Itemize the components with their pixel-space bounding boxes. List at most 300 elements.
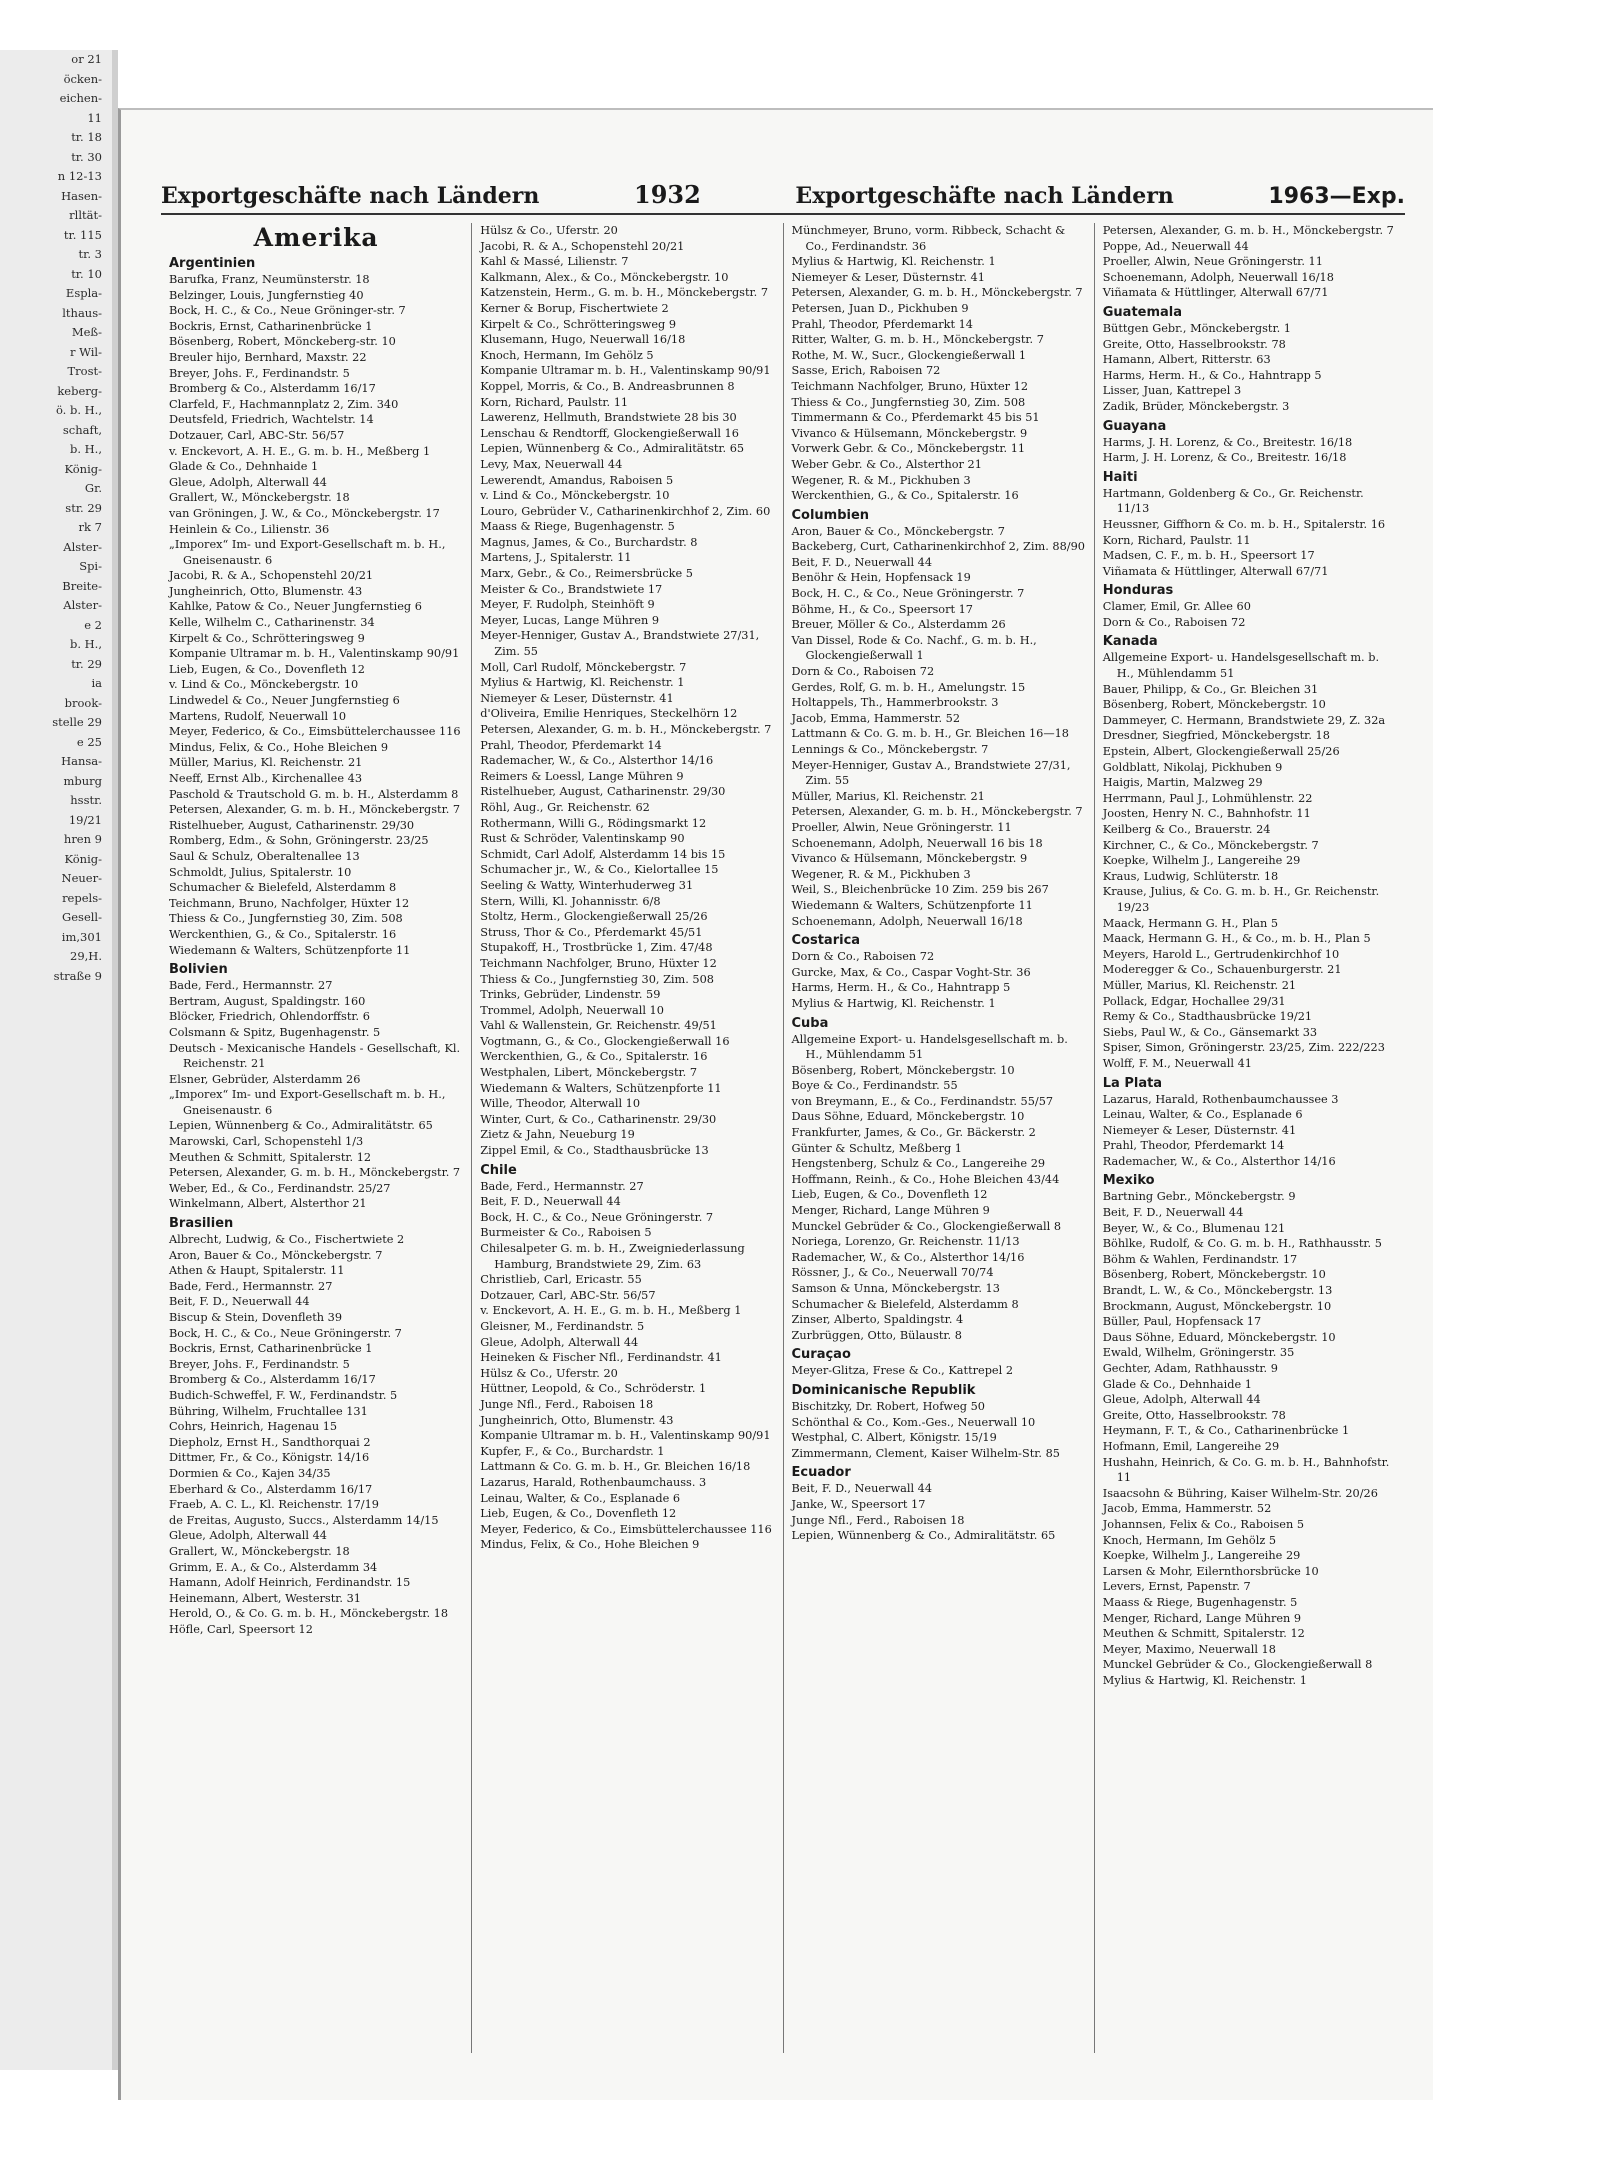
directory-entry: van Gröningen, J. W., & Co., Mönckebergstr. 17 xyxy=(169,506,440,520)
directory-entry: Janke, W., Speersort 17 xyxy=(791,1497,926,1511)
directory-entry: Lazarus, Harald, Rothenbaumchauss. 3 xyxy=(480,1475,707,1489)
gutter-text-fragment: Alster- xyxy=(63,539,102,554)
gutter-text-fragment: ö. b. H., xyxy=(55,403,102,417)
directory-entry: Maass & Riege, Bugenhagenstr. 5 xyxy=(480,520,675,534)
directory-entry: Zadik, Brüder, Mönckebergstr. 3 xyxy=(1102,399,1290,413)
directory-entry: Schumacher & Bielefeld, Alsterdamm 8 xyxy=(791,1297,1019,1311)
directory-entry: Thiess & Co., Jungfernstieg 30, Zim. 508 xyxy=(791,395,1026,409)
directory-entry: de Freitas, Augusto, Succs., Alsterdamm 14/15 xyxy=(169,1513,439,1527)
gutter-text-fragment: öcken- xyxy=(63,71,102,86)
directory-entry: Viñamata & Hüttlinger, Alterwall 67/71 xyxy=(1102,286,1329,300)
directory-entry: Spiser, Simon, Gröningerstr. 23/25, Zim. 222/223 xyxy=(1102,1041,1385,1055)
section-heading-curacao: Curaçao xyxy=(791,1347,851,1363)
header-left-title: Exportgeschäfte nach Ländern xyxy=(161,183,540,209)
directory-entry: Diepholz, Ernst H., Sandthorquai 2 xyxy=(169,1435,371,1449)
directory-entry: d'Oliveira, Emilie Henriques, Steckelhörn 12 xyxy=(480,707,738,721)
entry-list-ecuador-cont xyxy=(1103,223,1397,301)
directory-entry: Dorn & Co., Raboisen 72 xyxy=(791,665,935,679)
directory-entry: Maass & Riege, Bugenhagenstr. 5 xyxy=(1102,1595,1298,1609)
directory-entry: Burmeister & Co., Raboisen 5 xyxy=(480,1226,652,1240)
directory-entry: Klusemann, Hugo, Neuerwall 16/18 xyxy=(480,333,686,347)
directory-entry: Petersen, Alexander, G. m. b. H., Mönckebergstr. 7 xyxy=(169,1166,461,1180)
directory-entry: Blöcker, Friedrich, Ohlendorffstr. 6 xyxy=(169,1010,370,1024)
directory-entry: Petersen, Alexander, G. m. b. H., Mönckebergstr. 7 xyxy=(480,723,772,736)
directory-entry: „Imporex“ Im- und Export-Gesellschaft m. b. H., Gneisenaustr. 6 xyxy=(169,1088,446,1117)
directory-entry: Paschold & Trautschold G. m. b. H., Alsterdamm 8 xyxy=(169,787,459,801)
gutter-text-fragment: Trost- xyxy=(67,364,102,378)
directory-entry: Levers, Ernst, Papenstr. 7 xyxy=(1102,1580,1251,1594)
directory-entry: Boye & Co., Ferdinandstr. 55 xyxy=(791,1079,958,1093)
directory-entry: Epstein, Albert, Glockengießerwall 25/26 xyxy=(1102,745,1340,759)
directory-entry: Weber, Ed., & Co., Ferdinandstr. 25/27 xyxy=(169,1181,391,1195)
gutter-text-fragment: straße 9 xyxy=(53,968,102,983)
directory-entry: Mylius & Hartwig, Kl. Reichenstr. 1 xyxy=(480,676,685,690)
directory-entry: Aron, Bauer & Co., Mönckebergstr. 7 xyxy=(169,1248,383,1262)
directory-entry: Seeling & Watty, Winterhuderweg 31 xyxy=(480,878,694,892)
directory-entry: Meyer, Maximo, Neuerwall 18 xyxy=(1102,1642,1276,1656)
directory-entry: Bockris, Ernst, Catharinenbrücke 1 xyxy=(169,1342,373,1356)
directory-entry: Meyer, F. Rudolph, Steinhöft 9 xyxy=(480,598,655,612)
directory-entry: Meister & Co., Brandstwiete 17 xyxy=(480,582,663,596)
directory-entry: Fraeb, A. C. L., Kl. Reichenstr. 17/19 xyxy=(169,1498,379,1512)
directory-entry: Meyer-Henniger, Gustav A., Brandstwiete 27/31, Zim. 55 xyxy=(480,629,760,659)
directory-entry: Heymann, F. T., & Co., Catharinenbrücke 1 xyxy=(1102,1424,1350,1438)
directory-entry: Büttgen Gebr., Mönckebergstr. 1 xyxy=(1102,321,1291,335)
directory-entry: Mylius & Hartwig, Kl. Reichenstr. 1 xyxy=(791,255,996,269)
gutter-text-fragment: str. 29 xyxy=(65,500,102,515)
directory-entry: Bühring, Wilhelm, Fruchtallee 131 xyxy=(169,1404,368,1418)
gutter-text-fragment: hren 9 xyxy=(63,832,102,846)
directory-entry: Schumacher jr., W., & Co., Kielortallee 15 xyxy=(480,863,719,877)
directory-entry: Kompanie Ultramar m. b. H., Valentinskamp 90/91 xyxy=(480,1429,771,1443)
column-2 xyxy=(472,223,783,2053)
section-heading-mexiko: Mexiko xyxy=(1102,1173,1155,1189)
directory-entry: Gleue, Adolph, Alterwall 44 xyxy=(169,1529,327,1543)
directory-entry: Reimers & Loessl, Lange Mühren 9 xyxy=(480,769,684,783)
directory-entry: Petersen, Juan D., Pickhuben 9 xyxy=(791,301,969,315)
directory-entry: Moderegger & Co., Schauenburgerstr. 21 xyxy=(1102,963,1342,977)
gutter-text-fragment: rlltät- xyxy=(69,208,102,222)
directory-entry: Samson & Unna, Mönckebergstr. 13 xyxy=(791,1282,1000,1295)
directory-entry: Dotzauer, Carl, ABC-Str. 56/57 xyxy=(480,1288,656,1302)
directory-entry: Lawerenz, Hellmuth, Brandstwiete 28 bis 30 xyxy=(480,411,737,425)
directory-entry: Wiedemann & Walters, Schützenpforte 11 xyxy=(480,1081,722,1095)
directory-entry: Krause, Julius, & Co. G. m. b. H., Gr. Reichenstr. 19/23 xyxy=(1102,885,1380,914)
gutter-text-fragment: 19/21 xyxy=(68,812,102,827)
section-heading-chile: Chile xyxy=(480,1162,517,1178)
directory-entry: Dittmer, Fr., & Co., Königstr. 14/16 xyxy=(169,1451,370,1465)
directory-entry: Herold, O., & Co. G. m. b. H., Mönckebergstr. 18 xyxy=(169,1607,449,1621)
directory-entry: Daus Söhne, Eduard, Mönckebergstr. 10 xyxy=(791,1110,1025,1124)
directory-entry: v. Lind & Co., Mönckebergstr. 10 xyxy=(480,489,670,503)
directory-entry: Noriega, Lorenzo, Gr. Reichenstr. 11/13 xyxy=(791,1235,1020,1249)
directory-entry: Rust & Schröder, Valentinskamp 90 xyxy=(480,832,685,846)
entry-list-ecuador xyxy=(792,1481,1086,1543)
directory-entry: Schumacher & Bielefeld, Alsterdamm 8 xyxy=(169,881,397,895)
directory-entry: Daus Söhne, Eduard, Mönckebergstr. 10 xyxy=(1102,1330,1336,1344)
directory-entry: Günter & Schultz, Meßberg 1 xyxy=(791,1141,962,1155)
directory-entry: Meyer, Federico, & Co., Eimsbüttelerchaussee 116 xyxy=(480,1522,772,1536)
directory-entry: Dresdner, Siegfried, Mönckebergstr. 18 xyxy=(1102,729,1330,743)
directory-entry: Romberg, Edm., & Sohn, Gröningerstr. 23/25 xyxy=(169,834,429,848)
directory-entry: Vogtmann, G., & Co., Glockengießerwall 16 xyxy=(480,1034,730,1048)
section-heading-guatemala: Guatemala xyxy=(1102,304,1183,320)
directory-entry: Schmidt, Carl Adolf, Alsterdamm 14 bis 15 xyxy=(480,847,726,861)
directory-entry: Vivanco & Hülsemann, Mönckebergstr. 9 xyxy=(791,426,1028,440)
directory-entry: Gechter, Adam, Rathhausstr. 9 xyxy=(1102,1362,1278,1375)
directory-entry: Lazarus, Harald, Rothenbaumchaussee 3 xyxy=(1102,1092,1339,1106)
directory-entry: Teichmann Nachfolger, Bruno, Hüxter 12 xyxy=(480,956,717,970)
directory-entry: Struss, Thor & Co., Pferdemarkt 45/51 xyxy=(480,925,703,939)
directory-entry: Bock, H. C., & Co., Neue Gröningerstr. 7 xyxy=(791,587,1025,601)
section-heading-ecuador: Ecuador xyxy=(791,1465,851,1481)
directory-entry: Munckel Gebrüder & Co., Glockengießerwall 8 xyxy=(791,1219,1062,1233)
directory-entry: Jacobi, R. & A., Schopenstehl 20/21 xyxy=(169,569,374,583)
directory-entry: Gurcke, Max, & Co., Caspar Voght-Str. 36 xyxy=(791,965,1031,979)
entry-list-bolivien xyxy=(169,978,463,1212)
directory-entry: Trinks, Gebrüder, Lindenstr. 59 xyxy=(480,988,661,1002)
gutter-text-fragment: e 25 xyxy=(76,734,102,749)
directory-entry: Beit, F. D., Neuerwall 44 xyxy=(791,555,933,569)
directory-entry: Böhme, H., & Co., Speersort 17 xyxy=(791,602,973,616)
directory-entry: Lenschau & Rendtorff, Glockengießerwall 16 xyxy=(480,426,739,440)
previous-page-gutter xyxy=(0,50,118,2070)
running-head xyxy=(161,180,1405,215)
directory-entry: Budich-Schweffel, F. W., Ferdinandstr. 5 xyxy=(169,1388,398,1402)
gutter-text-fragment: Hansa- xyxy=(61,754,102,768)
directory-entry: Kerner & Borup, Fischertwiete 2 xyxy=(480,301,669,315)
entry-list-guatemala xyxy=(1103,321,1397,415)
gutter-text-fragment: Espla- xyxy=(65,286,102,300)
directory-entry: Thiess & Co., Jungfernstieg 30, Zim. 508 xyxy=(169,912,403,926)
directory-entry: Knoch, Hermann, Im Gehölz 5 xyxy=(1102,1533,1277,1547)
section-heading-cuba: Cuba xyxy=(791,1015,829,1031)
column-4 xyxy=(1095,223,1405,2053)
directory-entry: Müller, Marius, Kl. Reichenstr. 21 xyxy=(791,789,985,803)
directory-entry: Beit, F. D., Neuerwall 44 xyxy=(791,1482,933,1496)
directory-entry: Trommel, Adolph, Neuerwall 10 xyxy=(480,1003,664,1017)
directory-entry: Deutsch - Mexicanische Handels - Gesellschaft, Kl. Reichenstr. 21 xyxy=(169,1041,461,1071)
directory-entry: Dorn & Co., Raboisen 72 xyxy=(1102,615,1246,629)
header-right-title: Exportgeschäfte nach Ländern xyxy=(795,183,1174,209)
directory-entry: Bösenberg, Robert, Mönckeberg-str. 10 xyxy=(169,335,396,349)
directory-entry: Greite, Otto, Hasselbrookstr. 78 xyxy=(1102,337,1286,351)
directory-entry: Lepien, Wünnenberg & Co., Admiralitätstr. 65 xyxy=(791,1529,1056,1543)
directory-entry: Weber Gebr. & Co., Alsterthor 21 xyxy=(791,457,982,471)
directory-entry: Allgemeine Export- u. Handelsgesellschaft m. b. H., Mühlendamm 51 xyxy=(1102,651,1380,681)
directory-entry: Knoch, Hermann, Im Gehölz 5 xyxy=(480,348,654,362)
directory-entry: Marx, Gebr., & Co., Reimersbrücke 5 xyxy=(480,567,693,581)
directory-entry: Gleue, Adolph, Alterwall 44 xyxy=(169,475,327,489)
directory-entry: Bromberg & Co., Alsterdamm 16/17 xyxy=(169,1373,376,1387)
directory-entry: Stupakoff, H., Trostbrücke 1, Zim. 47/48 xyxy=(480,941,713,955)
gutter-text-fragment: keberg- xyxy=(57,383,102,398)
directory-entry: Menger, Richard, Lange Mühren 9 xyxy=(1102,1611,1302,1625)
directory-entry: Bauer, Philipp, & Co., Gr. Bleichen 31 xyxy=(1102,682,1319,696)
directory-entry: Niemeyer & Leser, Düsternstr. 41 xyxy=(791,270,985,284)
directory-entry: Bade, Ferd., Hermannstr. 27 xyxy=(169,979,333,993)
directory-entry: Albrecht, Ludwig, & Co., Fischertwiete 2 xyxy=(169,1233,405,1247)
directory-entry: Meyer-Henniger, Gustav A., Brandstwiete 27/31, Zim. 55 xyxy=(791,758,1071,788)
directory-entry: Bertram, August, Spaldingstr. 160 xyxy=(169,994,366,1008)
directory-entry: Glade & Co., Dehnhaide 1 xyxy=(169,460,319,474)
directory-entry: Ewald, Wilhelm, Gröningerstr. 35 xyxy=(1102,1346,1295,1360)
directory-entry: Korn, Richard, Paulstr. 11 xyxy=(480,395,629,409)
directory-entry: Kupfer, F., & Co., Burchardstr. 1 xyxy=(480,1444,665,1458)
directory-entry: Martens, Rudolf, Neuerwall 10 xyxy=(169,709,347,723)
directory-entry: Hofmann, Emil, Langereihe 29 xyxy=(1102,1439,1280,1453)
directory-entry: Timmermann & Co., Pferdemarkt 45 bis 51 xyxy=(791,411,1040,425)
directory-entry: Remy & Co., Stadthausbrücke 19/21 xyxy=(1102,1010,1313,1024)
directory-entry: Johannsen, Felix & Co., Raboisen 5 xyxy=(1102,1517,1305,1531)
entry-list-chile xyxy=(480,1179,774,1553)
directory-entry: Schönthal & Co., Kom.-Ges., Neuerwall 10 xyxy=(791,1415,1036,1429)
gutter-text-fragment: tr. 18 xyxy=(71,130,102,144)
section-heading-columbien: Columbien xyxy=(791,507,870,523)
directory-entry: Beyer, W., & Co., Blumenau 121 xyxy=(1102,1221,1286,1235)
directory-entry: Hamann, Adolf Heinrich, Ferdinandstr. 15 xyxy=(169,1576,411,1590)
directory-entry: Hoffmann, Reinh., & Co., Hohe Bleichen 43/44 xyxy=(791,1172,1060,1186)
directory-entry: Breuler hijo, Bernhard, Maxstr. 22 xyxy=(169,350,367,364)
gutter-text-fragment: Hasen- xyxy=(61,188,102,203)
directory-entry: Clamer, Emil, Gr. Allee 60 xyxy=(1102,600,1251,614)
directory-entry: Chilesalpeter G. m. b. H., Zweigniederlassung Hamburg, Brandstwiete 29, Zim. 63 xyxy=(480,1242,745,1271)
directory-entry: Bade, Ferd., Hermannstr. 27 xyxy=(480,1179,644,1193)
directory-entry: Hartmann, Goldenberg & Co., Gr. Reichenstr. 11/13 xyxy=(1102,486,1364,516)
directory-entry: Jungheinrich, Otto, Blumenstr. 43 xyxy=(169,584,363,598)
directory-entry: Rademacher, W., & Co., Alsterthor 14/16 xyxy=(791,1250,1025,1264)
directory-entry: Jacob, Emma, Hammerstr. 52 xyxy=(791,711,961,725)
directory-entry: Böhm & Wahlen, Ferdinandstr. 17 xyxy=(1102,1252,1298,1266)
directory-entry: Winkelmann, Albert, Alsterthor 21 xyxy=(169,1197,367,1211)
directory-page xyxy=(118,108,1433,2100)
directory-entry: Höfle, Carl, Speersort 12 xyxy=(169,1622,313,1636)
directory-entry: Isaacsohn & Bühring, Kaiser Wilhelm-Str. 20/26 xyxy=(1102,1486,1378,1500)
gutter-text-fragment: Breite- xyxy=(62,578,102,593)
entry-list-columbien xyxy=(792,524,1086,929)
directory-entry: Wolff, F. M., Neuerwall 41 xyxy=(1102,1056,1252,1070)
directory-entry: Bösenberg, Robert, Mönckebergstr. 10 xyxy=(791,1063,1015,1077)
column-1 xyxy=(161,223,472,2053)
directory-entry: Büller, Paul, Hopfensack 17 xyxy=(1102,1315,1262,1329)
gutter-text-fragment: Alster- xyxy=(63,598,102,612)
directory-entry: Lieb, Eugen, & Co., Dovenfleth 12 xyxy=(169,662,365,676)
directory-entry: v. Enckevort, A. H. E., G. m. b. H., Meßberg 1 xyxy=(169,444,431,458)
directory-entry: Hüttner, Leopold, & Co., Schröderstr. 1 xyxy=(480,1382,707,1396)
directory-entry: Herrmann, Paul J., Lohmühlenstr. 22 xyxy=(1102,791,1313,805)
section-heading-bolivien: Bolivien xyxy=(169,962,228,978)
section-heading-laplata: La Plata xyxy=(1102,1075,1163,1091)
directory-entry: Gleue, Adolph, Alterwall 44 xyxy=(480,1335,639,1349)
gutter-text-fragment: rk 7 xyxy=(78,520,102,534)
directory-entry: Wiedemann & Walters, Schützenpforte 11 xyxy=(169,943,411,957)
directory-entry: Dammeyer, C. Hermann, Brandstwiete 29, Z. 32a xyxy=(1102,713,1386,727)
directory-entry: Schmoldt, Julius, Spitalerstr. 10 xyxy=(169,865,352,879)
directory-entry: Elsner, Gebrüder, Alsterdamm 26 xyxy=(169,1072,361,1086)
directory-entry: Dorn & Co., Raboisen 72 xyxy=(791,950,935,964)
directory-entry: Junge Nfl., Ferd., Raboisen 18 xyxy=(791,1513,965,1527)
directory-entry: Vahl & Wallenstein, Gr. Reichenstr. 49/51 xyxy=(480,1019,717,1033)
directory-entry: Rademacher, W., & Co., Alsterthor 14/16 xyxy=(480,754,714,768)
directory-entry: Teichmann Nachfolger, Bruno, Hüxter 12 xyxy=(791,379,1029,393)
directory-entry: Heinlein & Co., Lilienstr. 36 xyxy=(169,522,330,536)
gutter-text-fragment: eichen- xyxy=(59,91,102,105)
gutter-text-fragment: tr. 115 xyxy=(63,227,102,242)
directory-entry: Proeller, Alwin, Neue Gröningerstr. 11 xyxy=(791,820,1012,834)
directory-entry: Ristelhueber, August, Catharinenstr. 29/30 xyxy=(169,818,415,832)
gutter-text-fragment: ia xyxy=(91,676,102,690)
directory-entry: Müller, Marius, Kl. Reichenstr. 21 xyxy=(1102,978,1297,992)
directory-entry: Hushahn, Heinrich, & Co. G. m. b. H., Bahnhofstr. 11 xyxy=(1102,1455,1390,1485)
gutter-text-fragment: tr. 3 xyxy=(78,247,102,261)
gutter-text-fragment: brook- xyxy=(64,695,102,710)
directory-entry: Holtappels, Th., Hammerbrookstr. 3 xyxy=(791,696,999,710)
gutter-text-fragment: stelle 29 xyxy=(52,715,102,729)
directory-entry: Jacob, Emma, Hammerstr. 52 xyxy=(1102,1502,1272,1516)
directory-entry: Neeff, Ernst Alb., Kirchenallee 43 xyxy=(169,772,363,785)
directory-entry: Harms, J. H. Lorenz, & Co., Breitestr. 16/18 xyxy=(1102,435,1353,449)
directory-entry: Kompanie Ultramar m. b. H., Valentinskamp 90/91 xyxy=(169,647,460,661)
directory-entry: Louro, Gebrüder V., Catharinenkirchhof 2, Zim. 60 xyxy=(480,504,771,518)
directory-entry: Petersen, Alexander, G. m. b. H., Mönckebergstr. 7 xyxy=(169,803,461,817)
directory-entry: Marowski, Carl, Schopenstehl 1/3 xyxy=(169,1135,364,1149)
directory-entry: Prahl, Theodor, Pferdemarkt 14 xyxy=(480,738,662,752)
directory-entry: Lattmann & Co. G. m. b. H., Gr. Bleichen 16—18 xyxy=(791,727,1069,741)
gutter-text-fragment: 11 xyxy=(87,110,102,125)
directory-entry: Biscup & Stein, Dovenfleth 39 xyxy=(169,1311,343,1324)
directory-entry: Stoltz, Herm., Glockengießerwall 25/26 xyxy=(480,910,708,924)
directory-entry: Athen & Haupt, Spitalerstr. 11 xyxy=(169,1264,345,1278)
directory-entry: Meuthen & Schmitt, Spitalerstr. 12 xyxy=(169,1150,372,1164)
column-3 xyxy=(784,223,1095,2053)
section-heading-costarica: Costarica xyxy=(791,933,861,949)
directory-entry: Hamann, Albert, Ritterstr. 63 xyxy=(1102,353,1271,367)
directory-entry: Grallert, W., Mönckebergstr. 18 xyxy=(169,491,350,505)
directory-entry: Röhl, Aug., Gr. Reichenstr. 62 xyxy=(480,800,650,814)
directory-entry: Breuer, Möller & Co., Alsterdamm 26 xyxy=(791,618,1006,632)
directory-entry: Schoenemann, Adolph, Neuerwall 16/18 xyxy=(791,914,1023,928)
directory-entry: Menger, Richard, Lange Mühren 9 xyxy=(791,1204,990,1218)
gutter-text-fragment: b. H., xyxy=(69,442,102,456)
directory-entry: Zietz & Jahn, Neueburg 19 xyxy=(480,1128,635,1142)
region-heading-amerika: Amerika xyxy=(253,223,379,252)
directory-entry: Rademacher, W., & Co., Alsterthor 14/16 xyxy=(1102,1154,1336,1168)
directory-entry: Bromberg & Co., Alsterdamm 16/17 xyxy=(169,382,376,396)
directory-entry: v. Lind & Co., Mönckebergstr. 10 xyxy=(169,678,359,692)
directory-entry: Siebs, Paul W., & Co., Gänsemarkt 33 xyxy=(1102,1025,1318,1039)
directory-entry: Heussner, Giffhorn & Co. m. b. H., Spitalerstr. 16 xyxy=(1102,517,1386,531)
directory-entry: Gerdes, Rolf, G. m. b. H., Amelungstr. 15 xyxy=(791,680,1026,694)
entry-list-haiti xyxy=(1103,486,1397,580)
directory-entry: Lepien, Wünnenberg & Co., Admiralitätstr. 65 xyxy=(169,1119,433,1133)
directory-entry: Böhlke, Rudolf, & Co. G. m. b. H., Rathhausstr. 5 xyxy=(1102,1237,1382,1251)
directory-entry: Zimmermann, Clement, Kaiser Wilhelm-Str. 85 xyxy=(791,1446,1060,1460)
section-heading-brasilien: Brasilien xyxy=(169,1216,234,1232)
directory-entry: Wegener, R. & M., Pickhuben 3 xyxy=(791,473,971,487)
directory-entry: Schoenemann, Adolph, Neuerwall 16/18 xyxy=(1102,270,1334,284)
directory-entry: Grallert, W., Mönckebergstr. 18 xyxy=(169,1544,350,1558)
directory-entry: Kahlke, Patow & Co., Neuer Jungfernstieg 6 xyxy=(169,600,422,614)
gutter-text-fragment: e 2 xyxy=(84,617,102,632)
section-heading-argentinien: Argentinien xyxy=(169,256,256,271)
entry-list-cuba xyxy=(792,1032,1086,1344)
directory-entry: Heinemann, Albert, Westerstr. 31 xyxy=(169,1591,361,1605)
directory-entry: Saul & Schulz, Oberaltenallee 13 xyxy=(169,849,360,863)
directory-entry: Zurbrüggen, Otto, Bülaustr. 8 xyxy=(791,1328,962,1342)
gutter-text-fragment: r Wil- xyxy=(69,344,102,359)
gutter-text-fragment: tr. 29 xyxy=(71,656,102,671)
directory-entry: Barufka, Franz, Neumünsterstr. 18 xyxy=(169,273,370,286)
directory-entry: Madsen, C. F., m. b. H., Speersort 17 xyxy=(1102,549,1315,563)
directory-entry: Gleisner, M., Ferdinandstr. 5 xyxy=(480,1319,645,1333)
entry-list-curacao xyxy=(792,1363,1086,1379)
section-heading-guayana: Guayana xyxy=(1102,418,1167,434)
directory-entry: Joosten, Henry N. C., Bahnhofstr. 11 xyxy=(1102,807,1311,821)
section-heading-dominicanische: Dominicanische Republik xyxy=(791,1382,976,1398)
directory-entry: Bartning Gebr., Mönckebergstr. 9 xyxy=(1102,1190,1296,1204)
directory-entry: Vivanco & Hülsemann, Mönckebergstr. 9 xyxy=(791,852,1028,866)
directory-entry: Pollack, Edgar, Hochallee 29/31 xyxy=(1102,994,1286,1008)
entry-list-chile-cont xyxy=(792,223,1086,504)
directory-entry: Bösenberg, Robert, Mönckebergstr. 10 xyxy=(1102,698,1326,712)
gutter-text-fragment: Gesell- xyxy=(62,910,102,924)
directory-entry: Weil, S., Bleichenbrücke 10 Zim. 259 bis 267 xyxy=(791,883,1049,897)
directory-entry: Koepke, Wilhelm J., Langereihe 29 xyxy=(1102,854,1301,868)
gutter-text-fragment: Gr. xyxy=(84,481,102,495)
directory-entry: Stern, Willi, Kl. Johannisstr. 6/8 xyxy=(480,894,661,908)
directory-entry: Westphalen, Libert, Mönckebergstr. 7 xyxy=(480,1066,698,1080)
gutter-text-fragment: König- xyxy=(64,851,102,866)
directory-entry: Ritter, Walter, G. m. b. H., Mönckebergstr. 7 xyxy=(791,333,1044,347)
directory-entry: Deutsfeld, Friedrich, Wachtelstr. 14 xyxy=(169,413,374,427)
directory-entry: Meyer, Lucas, Lange Mühren 9 xyxy=(480,613,660,627)
directory-entry: Grimm, E. A., & Co., Alsterdamm 34 xyxy=(169,1560,378,1574)
directory-entry: Westphal, C. Albert, Königstr. 15/19 xyxy=(791,1431,997,1445)
directory-entry: Brandt, L. W., & Co., Mönckebergstr. 13 xyxy=(1102,1284,1333,1298)
gutter-text-fragment: Meß- xyxy=(71,325,102,339)
gutter-text-fragment: tr. 10 xyxy=(71,266,102,281)
directory-entry: Müller, Marius, Kl. Reichenstr. 21 xyxy=(169,756,363,770)
directory-entry: Lieb, Eugen, & Co., Dovenfleth 12 xyxy=(480,1507,677,1521)
directory-entry: Cohrs, Heinrich, Hagenau 15 xyxy=(169,1420,338,1434)
directory-entry: Zinser, Alberto, Spaldingstr. 4 xyxy=(791,1313,964,1327)
gutter-text-fragment: hsstr. xyxy=(70,793,102,807)
directory-entry: Junge Nfl., Ferd., Raboisen 18 xyxy=(480,1397,654,1411)
directory-entry: Greite, Otto, Hasselbrookstr. 78 xyxy=(1102,1408,1286,1422)
directory-entry: Mindus, Felix, & Co., Hohe Bleichen 9 xyxy=(480,1538,700,1552)
header-page-number: 1963—Exp. xyxy=(1268,184,1405,209)
directory-entry: Niemeyer & Leser, Düsternstr. 41 xyxy=(480,691,674,705)
directory-entry: Lindwedel & Co., Neuer Jungfernstieg 6 xyxy=(169,694,400,708)
directory-entry: Petersen, Alexander, G. m. b. H., Mönckebergstr. 7 xyxy=(791,286,1083,300)
gutter-text-fragment: im,301 xyxy=(61,929,102,944)
directory-entry: Wiedemann & Walters, Schützenpforte 11 xyxy=(791,898,1033,912)
directory-entry: Levy, Max, Neuerwall 44 xyxy=(480,457,623,471)
directory-entry: Harms, Herm. H., & Co., Hahntrapp 5 xyxy=(791,981,1011,995)
directory-entry: Colsmann & Spitz, Bugenhagenstr. 5 xyxy=(169,1025,381,1039)
directory-entry: Martens, J., Spitalerstr. 11 xyxy=(480,551,632,565)
directory-entry: Backeberg, Curt, Catharinenkirchhof 2, Zim. 88/90 xyxy=(791,540,1085,554)
section-heading-haiti: Haiti xyxy=(1102,469,1138,485)
directory-entry: Hülsz & Co., Uferstr. 20 xyxy=(480,1366,618,1380)
entry-list-brasilien xyxy=(169,1232,463,1637)
directory-entry: Harm, J. H. Lorenz, & Co., Breitestr. 16/18 xyxy=(1102,451,1347,465)
directory-entry: Thiess & Co., Jungfernstieg 30, Zim. 508 xyxy=(480,972,714,986)
directory-entry: Haigis, Martin, Malzweg 29 xyxy=(1102,776,1263,790)
directory-entry: Prahl, Theodor, Pferdemarkt 14 xyxy=(791,317,973,331)
directory-entry: Meuthen & Schmitt, Spitalerstr. 12 xyxy=(1102,1627,1305,1641)
directory-entry: Hengstenberg, Schulz & Co., Langereihe 29 xyxy=(791,1157,1046,1171)
